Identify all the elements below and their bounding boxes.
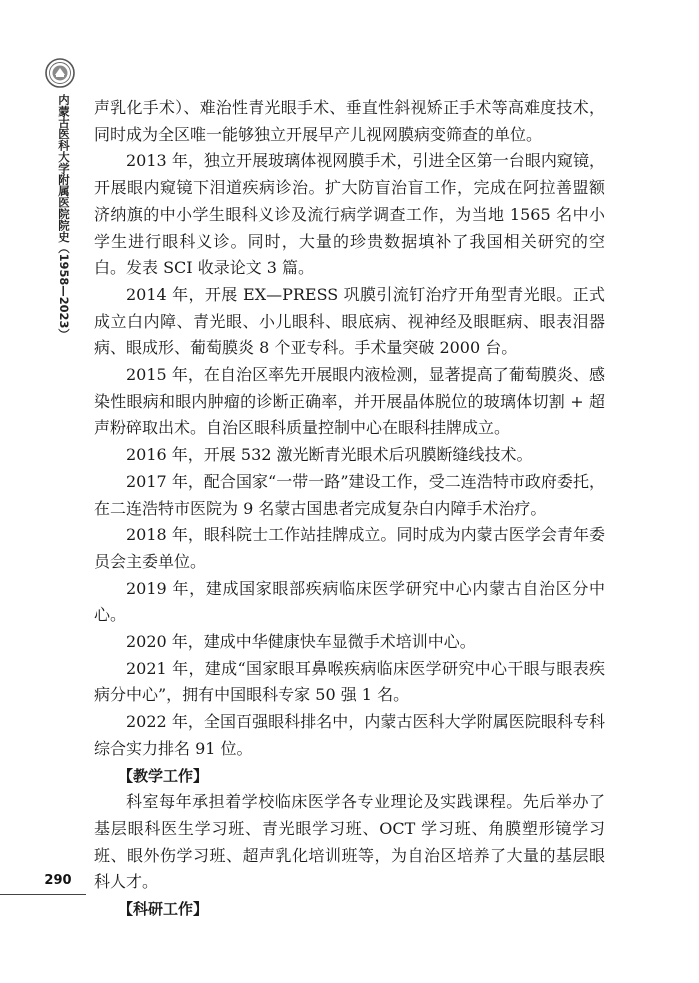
sidebar (0, 0, 88, 983)
body-paragraph: 科室每年承担着学校临床医学各专业理论及实践课程。先后举办了基层眼科医生学习班、青光眼学习班、OCT 学习班、角膜塑形镜学习班、眼外伤学习班、超声乳化培训班等，为自治区培养了大量的基层眼科人才。 (94, 792, 605, 892)
body-paragraph: 2014 年，开展 EX—PRESS 巩膜引流钉治疗开角型青光眼。正式成立白内障、青光眼、小儿眼科、眼底病、视神经及眼眶病、眼表泪器病、眼成形、葡萄膜炎 8 个亚专科。手术量突破 2000 台。 (94, 284, 605, 358)
section-heading-research: 【科研工作】 (118, 900, 209, 919)
page-number-rule (0, 894, 86, 895)
body-paragraph: 2020 年，建成中华健康快车显微手术培训中心。 (126, 632, 476, 652)
body-paragraph: 2015 年，在自治区率先开展眼内液检测，显著提高了葡萄膜炎、感染性眼病和眼内肿瘤的诊断正确率，并开展晶体脱位的玻璃体切割 + 超声粉碎取出术。自治区眼科质量控制中心在眼科挂牌成立。 (94, 365, 605, 438)
body-paragraph: 2019 年，建成国家眼部疾病临床医学研究中心内蒙古自治区分中心。 (94, 578, 605, 625)
page-number: 290 (44, 873, 72, 888)
section-heading-teaching: 【教学工作】 (118, 766, 209, 785)
body-paragraph: 2022 年，全国百强眼科排名中，内蒙古医科大学附属医院眼科专科综合实力排名 91 位。 (94, 712, 605, 758)
book-title: 内蒙古医科大学附属医院院史（1958—2023） (57, 94, 71, 340)
body-paragraph: 2021 年，建成“国家眼耳鼻喉疾病临床医学研究中心干眼与眼表疾病分中心”，拥有中国眼科专家 50 强 1 名。 (94, 658, 605, 705)
body-paragraph: 2016 年，开展 532 激光断青光眼术后巩膜断缝线技术。 (126, 445, 533, 465)
body-paragraph: 2013 年，独立开展玻璃体视网膜手术，引进全区第一台眼内窥镜，开展眼内窥镜下泪道疾病诊治。扩大防盲治盲工作，完成在阿拉善盟额济纳旗的中小学生眼科义诊及流行病学调查工作，为当地 1565 名中小学生进行眼科义诊。同时，大量的珍贵数据填补了我国相关研究的空白。发表 SCI 收录论文 3 篇。 (94, 151, 605, 278)
page-body (94, 95, 605, 923)
body-paragraph: 声乳化手术）、难治性青光眼手术、垂直性斜视矫正手术等高难度技术，同时成为全区唯一能够独立开展早产儿视网膜病变筛查的单位。 (94, 98, 605, 144)
university-seal-icon (45, 58, 75, 88)
body-paragraph: 2017 年，配合国家“一带一路”建设工作，受二连浩特市政府委托，在二连浩特市医院为 9 名蒙古国患者完成复杂白内障手术治疗。 (94, 471, 605, 518)
body-paragraph: 2018 年，眼科院士工作站挂牌成立。同时成为内蒙古医学会青年委员会主委单位。 (94, 525, 605, 571)
